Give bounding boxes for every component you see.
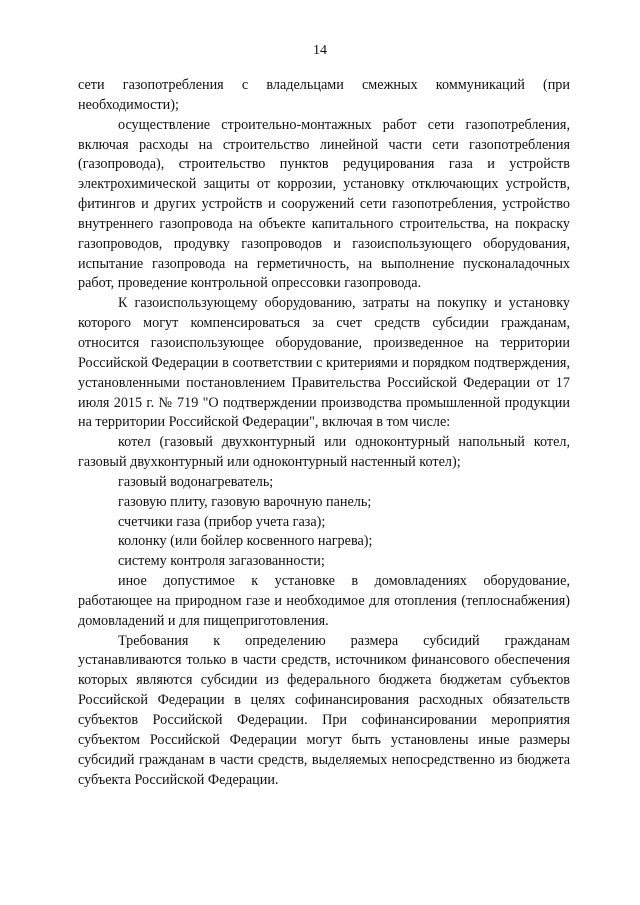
document-body xyxy=(78,76,570,790)
paragraph-subsidy-requirements: Требования к определению размера субсидий гражданам устанавливаются только в части средств, источником финансового обеспечения которых являются субсидии из федерального бюджета бюджетам субъектов Российской Федерации в целях софинансирования расходных обязательств субъектов Российской Федерации. При софинансировании мероприятия субъектом Российской Федерации могут быть установлены иные размеры субсидий гражданам в части средств, выделяемых непосредственно из бюджета субъекта Российской Федерации. xyxy=(78,632,570,788)
paragraph-construction-works: осуществление строительно-монтажных работ сети газопотребления, включая расходы на строительство линейной части сети газопотребления (газопровода), строительство пунктов редуцирования газа и устройств электрохимической защиты от коррозии, установку отключающих устройств, фитингов и других устройств и сооружений сети газопотребления, устройство внутреннего газопровода на объекте капитального строительства, на покраску газопроводов, продувку газопроводов и газоиспользующего оборудования, испытание газопровода на герметичность, на выполнение пусконаладочных работ, проведение контрольной опрессовки газопровода. xyxy=(78,116,570,292)
paragraph-gas-equipment: К газоиспользующему оборудованию, затраты на покупку и установку которого могут компенсироваться за счет средств субсидии гражданам, относится газоиспользующее оборудование, произведенное на территории Российской Федерации в соответствии с критериями и порядком подтверждения, установленными постановлением Правительства Российской Федерации от 17 июля 2015 г. № 719 "О подтверждении производства промышленной продукции на территории Российской Федерации", включая в том числе: xyxy=(78,295,570,431)
list-item-gas-stove: газовую плиту, газовую варочную панель; xyxy=(118,493,372,510)
list-item-boiler: котел (газовый двухконтурный или одноконтурный напольный котел, газовый двухконтурный или одноконтурный настенный котел); xyxy=(78,434,570,471)
list-item-water-heater: газовый водонагреватель; xyxy=(118,473,274,490)
list-item-gas-meter: счетчики газа (прибор учета газа); xyxy=(118,513,326,530)
paragraph-gas-network-agreement: сети газопотребления с владельцами смежных коммуникаций (при необходимости); xyxy=(78,77,570,113)
list-item-other-equipment: иное допустимое к установке в домовладениях оборудование, работающее на природном газе и необходимое для отопления (теплоснабжения) домовладений и для пищеприготовления. xyxy=(78,573,570,629)
list-item-column-boiler: колонку (или бойлер косвенного нагрева); xyxy=(118,533,373,550)
list-item-gas-detection: систему контроля загазованности; xyxy=(118,553,325,570)
page-number: 14 xyxy=(313,43,327,58)
